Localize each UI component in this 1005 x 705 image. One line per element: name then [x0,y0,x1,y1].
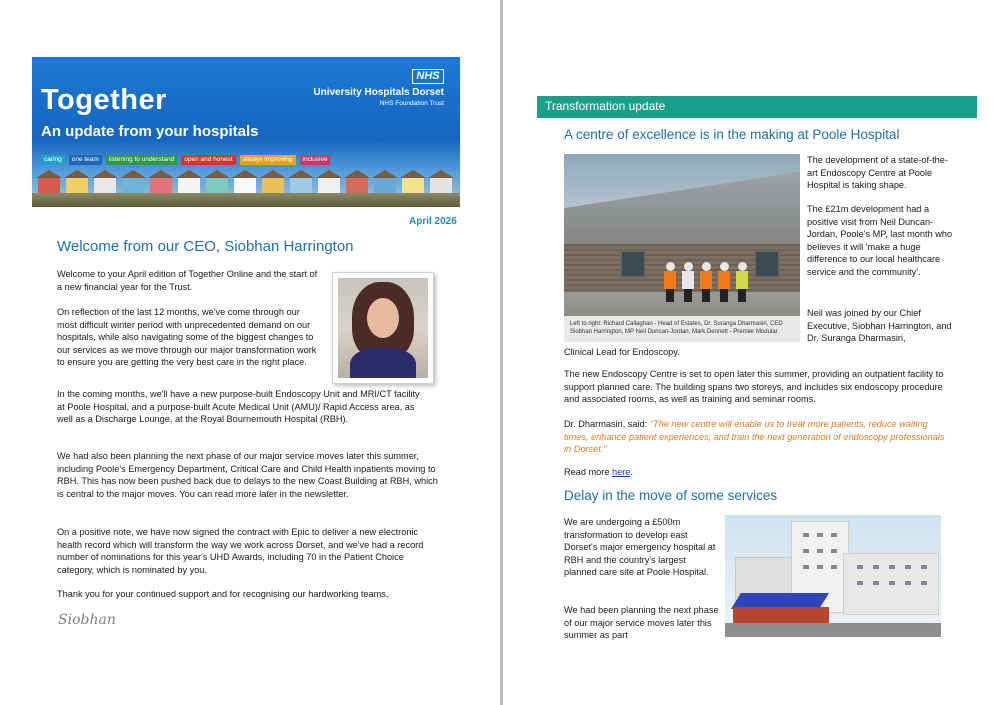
article1-paragraph-1: The development of a state-of-the-art Endoscopy Centre at Poole Hospital is taking shape. [807,155,948,191]
article1-quote [564,418,950,456]
beach-huts-image [32,165,460,207]
banner-title: Together [41,84,167,116]
endoscopy-centre-photo [564,154,800,342]
newsletter-banner [32,57,460,207]
values-strip [41,155,330,165]
welcome-paragraph-5: On a positive note, we have now signed the contract with Epic to deliver a new electronic health record which will transform the way we work across Dorset, and we've had a record number of nominations for this year's UHD Awards, including 70 in the Patient Choice category, which is nominated by you. [57,527,424,575]
read-more-end: . [630,467,633,477]
article2-paragraph-1: We are undergoing a £500m transformation to develop east Dorset's major emergency hospital at RBH and the country's largest planned care site at Poole Hospital. [564,517,716,578]
article2-paragraph-2: We had been planning the next phase of our major service moves later this summer as part [564,605,719,641]
value-tag: inclusive [300,155,331,165]
welcome-paragraph-6: Thank you for your continued support and for recognising our hardworking teams, [57,589,389,599]
welcome-paragraph-1: Welcome to your April edition of Together Online and the start of a new financial year for the Trust. [57,269,318,292]
article1-paragraph-3: Neil was joined by our Chief Executive, Siobhan Harrington, and Dr. Suranga Dharmasiri, [807,308,952,344]
quote-text: "The new centre will enable us to treat more patients, reduce waiting times, enhance patient experiences, and train the next generation of endoscopy professionals in Dorset." [564,419,945,455]
value-tag: always improving [240,155,296,165]
article1-paragraph-3-cont: Clinical Lead for Endoscopy. [564,347,680,357]
read-more-link[interactable]: here [612,467,631,477]
welcome-paragraph-2: On reflection of the last 12 months, we've come through our most difficult winter period with unprecedented demand on our hospitals, while also navigating some of the biggest changes to our services as we move through our major transformation work to ensure you are getting the very best care in the right place. [57,307,317,368]
article-heading-delay: Delay in the move of some services [564,488,778,503]
ceo-photo [332,272,434,384]
coast-building-render [725,515,941,637]
section-rule [537,116,977,118]
value-tag: open and honest [181,155,235,165]
section-header: Transformation update [537,96,977,116]
photo-caption: Left to right: Richard Callaghan - Head of Estates, Dr. Suranga Dharmasiri, CED Siobhan Harrington, MP Neil Duncan-Jordan, Mark Dennett - Premier Modular [564,316,800,342]
nhs-logo: NHS [412,69,444,84]
right-page [503,0,1005,705]
article1-paragraph-4: The new Endoscopy Centre is set to open later this summer, providing an outpatient facility to support planned care. The building spans two storeys, and includes six endoscopy procedure and associated rooms, as well as training and seminar rooms. [564,369,944,405]
welcome-paragraph-4: We had also been planning the next phase of our major service moves later this summer, including Poole's Emergency Department, Critical Care and Child Health inpatients moving to RBH. This has now been pushed back due to delays to the new Coast Building at RBH, which is central to the major moves. You can read more later in the newsletter. [57,451,438,499]
read-more-line [564,466,764,479]
value-tag: listening to understand [106,155,177,165]
quote-intro: Dr. Dharmasiri, said: [564,419,650,429]
left-page [0,0,500,705]
org-subtitle: NHS Foundation Trust [379,100,444,107]
read-more-text: Read more [564,467,613,477]
banner-subtitle: An update from your hospitals [41,123,259,140]
value-tag: caring [41,155,65,165]
org-name: University Hospitals Dorset [313,87,444,98]
welcome-paragraph-3: In the coming months, we'll have a new purpose-built Endoscopy Unit and MRI/CT facility at Poole Hospital, and a purpose-built Acute Medical Unit (AMU)/ Rapid Access area, as well as a Discharge Lounge, at the Royal Bournemouth Hospital (RBH). [57,389,420,425]
article1-paragraph-2: The £21m development had a positive visit from Neil Duncan-Jordan, Poole's MP, last month who believes it will 'make a huge difference to our local healthcare service and the community'. [807,204,953,277]
welcome-heading: Welcome from our CEO, Siobhan Harrington [57,238,354,255]
article-heading-endoscopy: A centre of excellence is in the making at Poole Hospital [564,127,900,142]
value-tag: one team [69,155,102,165]
ceo-signature: Siobhan [58,612,116,628]
issue-date: April 2026 [409,216,457,227]
